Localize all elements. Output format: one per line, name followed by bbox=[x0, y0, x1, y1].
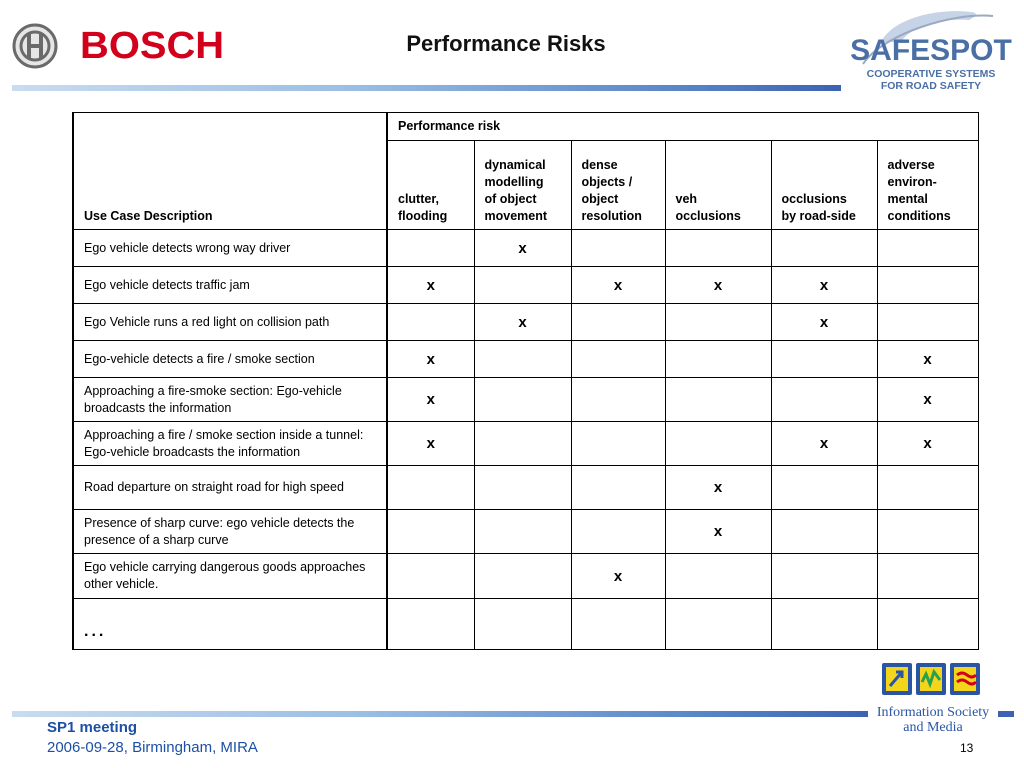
risk-column-header-line: veh bbox=[675, 192, 698, 206]
risk-mark-cell bbox=[665, 341, 771, 378]
risk-mark-cell bbox=[474, 378, 571, 422]
risk-mark-cell bbox=[571, 378, 665, 422]
risk-mark-cell bbox=[665, 304, 771, 341]
meeting-title: SP1 meeting bbox=[47, 719, 138, 736]
risk-mark-cell bbox=[877, 466, 978, 510]
meeting-date-place: 2006-09-28, Birmingham, MIRA bbox=[47, 739, 258, 756]
risk-mark-cell: x bbox=[665, 510, 771, 554]
risk-mark-cell: x bbox=[665, 267, 771, 304]
risk-column-header-line: by road-side bbox=[781, 209, 856, 223]
risk-mark-cell bbox=[474, 510, 571, 554]
risk-column-header-line: environ- bbox=[887, 175, 937, 189]
usecase-description: Ego Vehicle runs a red light on collision path bbox=[73, 304, 387, 341]
usecase-description: Approaching a fire-smoke section: Ego-vehicle broadcasts the information bbox=[73, 378, 387, 422]
performance-risk-table bbox=[72, 112, 979, 650]
information-society-media-logo bbox=[862, 660, 1004, 734]
page-title: Performance Risks bbox=[406, 31, 606, 56]
risk-mark-cell bbox=[387, 466, 474, 510]
risk-mark-cell bbox=[771, 341, 877, 378]
risk-column-header-line: adverse bbox=[887, 158, 935, 172]
risk-column-header-line: modelling bbox=[484, 175, 544, 189]
risk-column-header-line: clutter, bbox=[398, 192, 439, 206]
risk-mark-cell bbox=[571, 304, 665, 341]
risk-column-header-line: object bbox=[581, 192, 619, 206]
risk-mark-cell bbox=[771, 510, 877, 554]
safespot-tagline-2: FOR ROAD SAFETY bbox=[880, 80, 982, 92]
table-row bbox=[73, 422, 978, 466]
risk-column-header-line: resolution bbox=[581, 209, 642, 223]
risk-column-header-line: dynamical bbox=[484, 158, 546, 172]
risk-mark-cell: x bbox=[665, 466, 771, 510]
risk-mark-cell bbox=[571, 466, 665, 510]
risk-mark-cell bbox=[877, 304, 978, 341]
usecase-description: Ego-vehicle detects a fire / smoke section bbox=[73, 341, 387, 378]
risk-column-header bbox=[387, 141, 474, 230]
logo-line-1: Information Society bbox=[876, 705, 990, 720]
usecase-column-header: Use Case Description bbox=[73, 113, 387, 230]
risk-column-header-line: objects / bbox=[581, 175, 633, 189]
risk-column-header bbox=[665, 141, 771, 230]
risk-mark-cell bbox=[771, 554, 877, 599]
usecase-description: ... bbox=[73, 599, 387, 650]
bosch-wordmark: BOSCH bbox=[80, 24, 225, 67]
header-divider bbox=[12, 85, 841, 91]
risk-column-header bbox=[571, 141, 665, 230]
risk-mark-cell: x bbox=[571, 267, 665, 304]
risk-mark-cell bbox=[665, 554, 771, 599]
risk-mark-cell bbox=[387, 230, 474, 267]
risk-mark-cell bbox=[387, 599, 474, 650]
risk-mark-cell: x bbox=[474, 304, 571, 341]
risk-mark-cell: x bbox=[771, 267, 877, 304]
risk-mark-cell bbox=[474, 422, 571, 466]
table-row bbox=[73, 267, 978, 304]
risk-mark-cell bbox=[665, 230, 771, 267]
table-row bbox=[73, 341, 978, 378]
risk-mark-cell bbox=[571, 341, 665, 378]
footer-divider bbox=[12, 711, 868, 717]
risk-column-header-line: flooding bbox=[398, 209, 448, 223]
usecase-description: Ego vehicle detects traffic jam bbox=[73, 267, 387, 304]
risk-column-header-line: mental bbox=[887, 192, 928, 206]
risk-column-header bbox=[877, 141, 978, 230]
risk-mark-cell: x bbox=[771, 422, 877, 466]
logo-line-2: and Media bbox=[903, 720, 963, 734]
risk-mark-cell: x bbox=[771, 304, 877, 341]
risk-mark-cell bbox=[571, 230, 665, 267]
risk-mark-cell bbox=[571, 422, 665, 466]
risk-mark-cell: x bbox=[387, 378, 474, 422]
risk-mark-cell bbox=[877, 230, 978, 267]
risk-column-header-line: dense bbox=[581, 158, 618, 172]
risk-mark-cell: x bbox=[877, 378, 978, 422]
risk-mark-cell bbox=[571, 599, 665, 650]
risk-mark-cell: x bbox=[877, 341, 978, 378]
page-number: 13 bbox=[960, 741, 974, 755]
usecase-description: Road departure on straight road for high speed bbox=[73, 466, 387, 510]
safespot-wordmark: SAFESPOT bbox=[850, 34, 1012, 67]
risk-column-header-line: movement bbox=[484, 209, 548, 223]
risk-mark-cell: x bbox=[474, 230, 571, 267]
risk-column-header-line: occlusions bbox=[675, 209, 741, 223]
usecase-description: Ego vehicle carrying dangerous goods approaches other vehicle. bbox=[73, 554, 387, 599]
risk-mark-cell bbox=[474, 466, 571, 510]
risk-column-header-line: occlusions bbox=[781, 192, 847, 206]
table-row bbox=[73, 510, 978, 554]
risk-mark-cell: x bbox=[571, 554, 665, 599]
risk-mark-cell bbox=[387, 554, 474, 599]
risk-mark-cell bbox=[771, 230, 877, 267]
risk-mark-cell bbox=[474, 599, 571, 650]
table-row bbox=[73, 554, 978, 599]
table-row bbox=[73, 378, 978, 422]
risk-column-header-line: of object bbox=[484, 192, 537, 206]
table-row bbox=[73, 230, 978, 267]
usecase-description: Ego vehicle detects wrong way driver bbox=[73, 230, 387, 267]
risk-mark-cell bbox=[474, 554, 571, 599]
risk-mark-cell bbox=[571, 510, 665, 554]
table-row bbox=[73, 304, 978, 341]
risk-mark-cell bbox=[387, 510, 474, 554]
risk-column-header-line: conditions bbox=[887, 209, 951, 223]
risk-mark-cell bbox=[665, 599, 771, 650]
table-row bbox=[73, 466, 978, 510]
risk-mark-cell bbox=[665, 422, 771, 466]
risk-mark-cell bbox=[474, 341, 571, 378]
risk-column-header bbox=[771, 141, 877, 230]
safespot-tagline-1: COOPERATIVE SYSTEMS bbox=[866, 68, 996, 80]
risk-mark-cell bbox=[877, 554, 978, 599]
table-row bbox=[73, 599, 978, 650]
risk-mark-cell bbox=[771, 466, 877, 510]
risk-mark-cell bbox=[474, 267, 571, 304]
risk-mark-cell bbox=[665, 378, 771, 422]
risk-mark-cell bbox=[771, 378, 877, 422]
risk-mark-cell bbox=[387, 304, 474, 341]
risk-mark-cell: x bbox=[387, 422, 474, 466]
risk-mark-cell bbox=[877, 510, 978, 554]
performance-risk-group-header: Performance risk bbox=[387, 113, 978, 141]
risk-mark-cell: x bbox=[877, 422, 978, 466]
safespot-logo bbox=[843, 4, 1019, 94]
risk-mark-cell: x bbox=[387, 341, 474, 378]
risk-column-header bbox=[474, 141, 571, 230]
risk-mark-cell bbox=[877, 599, 978, 650]
risk-mark-cell bbox=[771, 599, 877, 650]
risk-mark-cell: x bbox=[387, 267, 474, 304]
usecase-description: Presence of sharp curve: ego vehicle detects the presence of a sharp curve bbox=[73, 510, 387, 554]
usecase-description: Approaching a fire / smoke section inside a tunnel: Ego-vehicle broadcasts the information bbox=[73, 422, 387, 466]
risk-mark-cell bbox=[877, 267, 978, 304]
